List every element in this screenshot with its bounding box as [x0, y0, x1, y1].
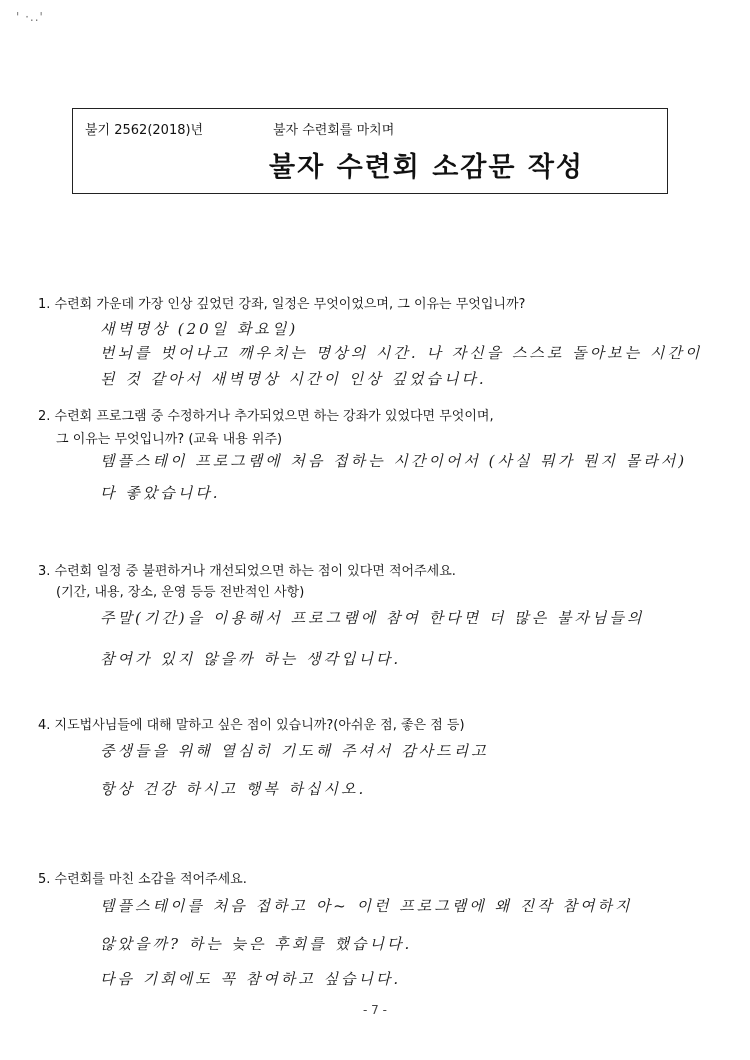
answer-1-line-3: 된 것 같아서 새벽명상 시간이 인상 깊었습니다.	[100, 370, 487, 388]
question-5: 5. 수련회를 마친 소감을 적어주세요.	[38, 872, 247, 887]
answer-4-line-2: 항상 건강 하시고 행복 하십시오.	[100, 780, 367, 798]
answer-3-line-1: 주말(기간)을 이용해서 프로그램에 참여 한다면 더 많은 불자님들의	[100, 609, 645, 627]
question-2: 2. 수련회 프로그램 중 수정하거나 추가되었으면 하는 강좌가 있었다면 무엇이며,	[38, 409, 494, 424]
answer-5-line-1: 템플스테이를 처음 접하고 아~ 이런 프로그램에 왜 진작 참여하지	[100, 897, 633, 915]
header-box	[72, 108, 668, 194]
corner-mark: ' ·..'	[16, 10, 44, 24]
page-title: 불자 수련회 소감문 작성	[269, 152, 585, 183]
answer-5-line-2: 않았을까? 하는 늦은 후회를 했습니다.	[100, 935, 413, 953]
answer-2-line-2: 다 좋았습니다.	[100, 484, 221, 502]
answer-5-line-3: 다음 기회에도 꼭 참여하고 싶습니다.	[100, 970, 402, 988]
subtitle: 불자 수련회를 마치며	[273, 123, 395, 138]
page-number: - 7 -	[363, 1003, 387, 1017]
question-4: 4. 지도법사님들에 대해 말하고 싶은 점이 있습니까?(아쉬운 점, 좋은 점 등)	[38, 718, 465, 733]
answer-2-line-1: 템플스테이 프로그램에 처음 접하는 시간이어서 (사실 뭐가 뭔지 몰라서)	[100, 452, 688, 470]
answer-1-line-1: 새벽명상 (20일 화요일)	[100, 320, 299, 338]
answer-4-line-1: 중생들을 위해 열심히 기도해 주셔서 감사드리고	[100, 742, 489, 760]
question-3: 3. 수련회 일정 중 불편하거나 개선되었으면 하는 점이 있다면 적어주세요.	[38, 564, 456, 579]
answer-3-line-2: 참여가 있지 않을까 하는 생각입니다.	[100, 650, 402, 668]
question-1: 1. 수련회 가운데 가장 인상 깊었던 강좌, 일정은 무엇이었으며, 그 이유는 무엇입니까?	[38, 297, 526, 312]
answer-1-line-2: 번뇌를 벗어나고 깨우치는 명상의 시간. 나 자신을 스스로 돌아보는 시간이	[100, 344, 703, 362]
year-label: 불기 2562(2018)년	[85, 123, 204, 138]
question-3-line-2: (기간, 내용, 장소, 운영 등등 전반적인 사항)	[56, 585, 305, 600]
question-2-line-2: 그 이유는 무엇입니까? (교육 내용 위주)	[56, 432, 283, 447]
